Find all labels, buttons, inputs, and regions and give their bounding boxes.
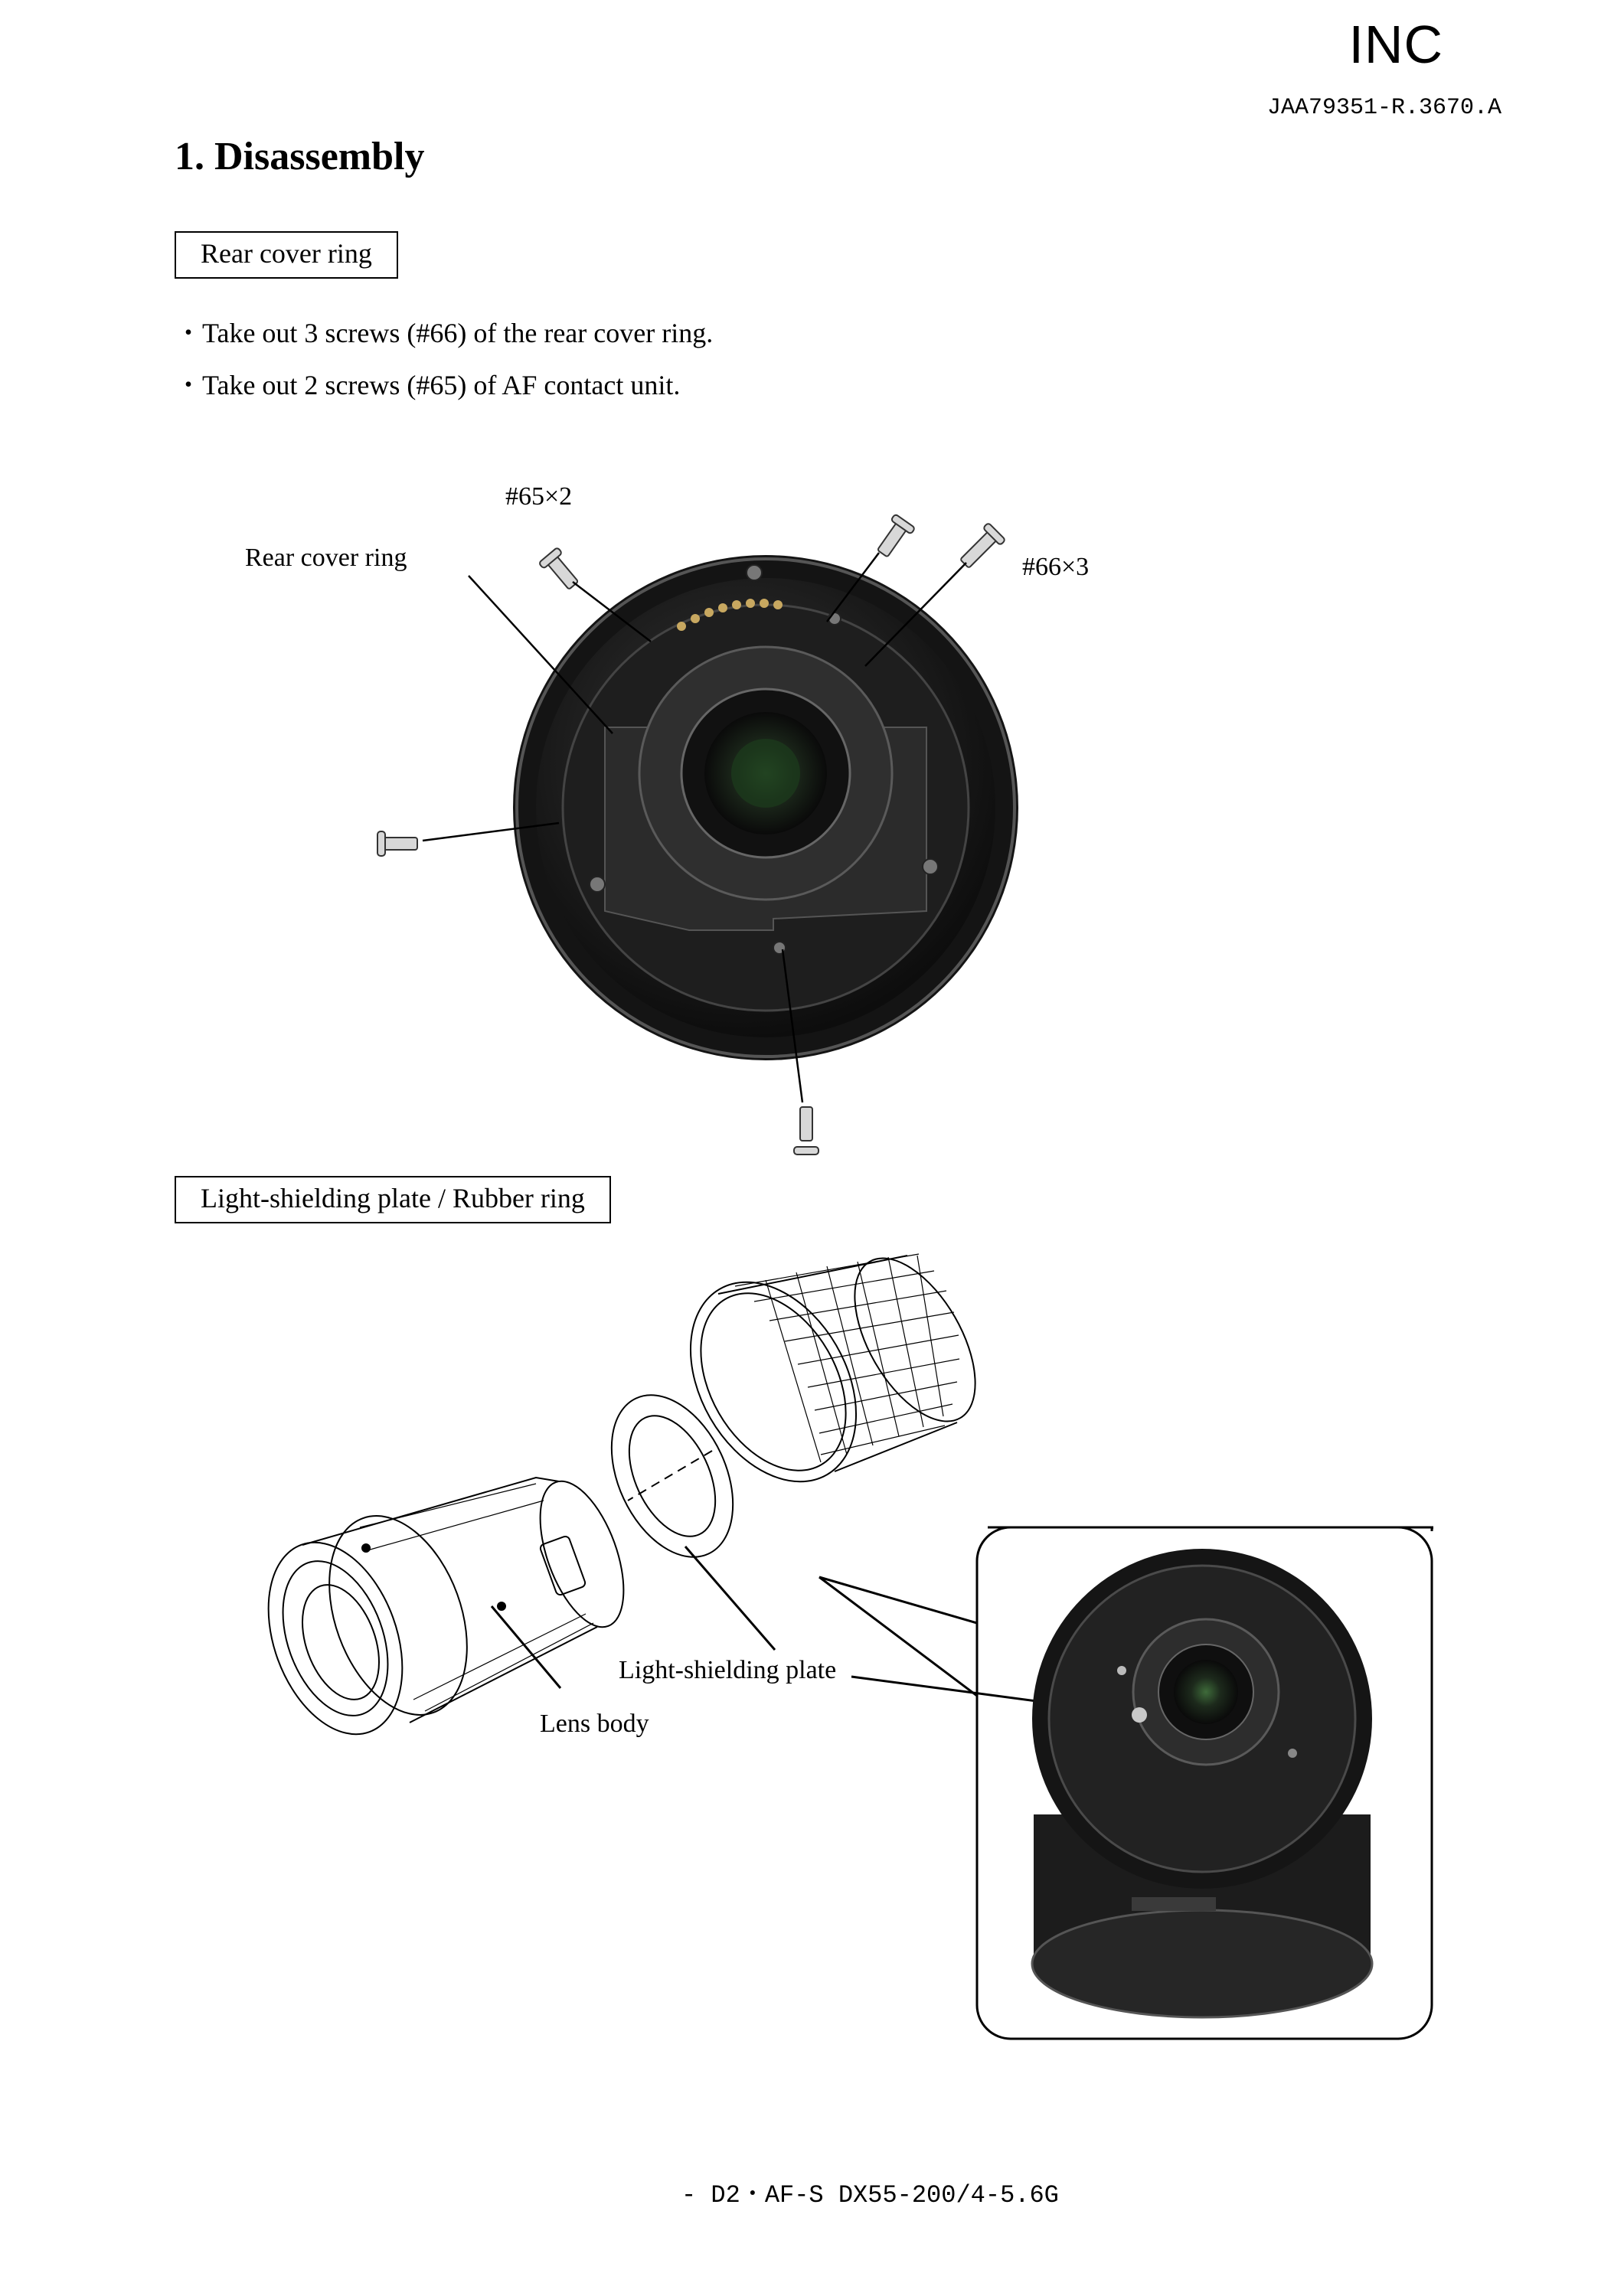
section-title: 1. Disassembly (175, 135, 425, 178)
bullet-icon: ・ (175, 318, 203, 348)
screws-65-label: #65×2 (505, 482, 573, 511)
light-shielding-plate-label: Light-shielding plate (619, 1656, 837, 1684)
document-number: JAA79351-R.3670.A (1267, 95, 1502, 121)
company-mark: INC (1348, 15, 1443, 74)
step-text: Take out 3 screws (#66) of the rear cover ring. (202, 318, 714, 348)
rear-cover-ring-heading: Rear cover ring (175, 231, 398, 279)
lens-body-label: Lens body (540, 1710, 649, 1738)
screws-66-label: #66×3 (1022, 553, 1090, 581)
light-shielding-heading: Light-shielding plate / Rubber ring (175, 1176, 611, 1223)
rear-lens-detail-photo (1032, 1549, 1372, 2017)
step-text: Take out 2 screws (#65) of AF contact unit. (202, 370, 681, 400)
bullet-icon: ・ (175, 370, 203, 400)
rear-lens-photo (513, 555, 1018, 1060)
page-footer: - D2・AF-S DX55-200/4-5.6G (681, 2181, 1059, 2209)
rear-cover-ring-label: Rear cover ring (245, 544, 407, 572)
